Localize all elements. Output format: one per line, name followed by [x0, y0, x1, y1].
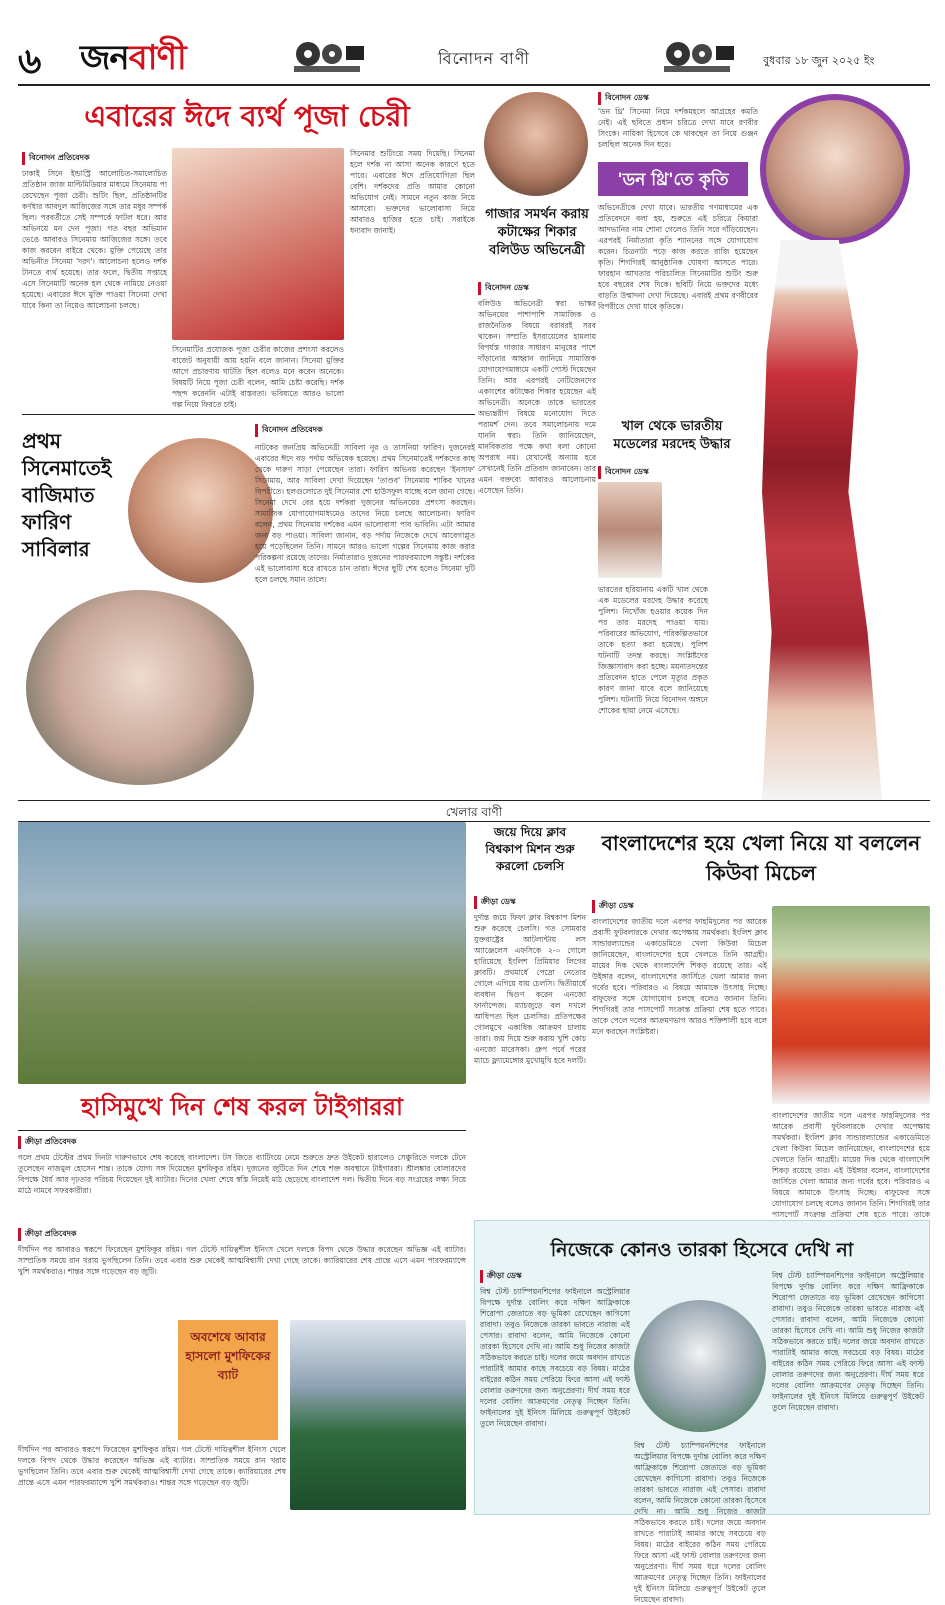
film-reel-icon	[288, 40, 366, 74]
story-byline: বিনোদন প্রতিবেদক	[255, 424, 323, 437]
story-headline: নিজেকে কোনও তারকা হিসেবে দেখি না	[550, 1239, 854, 1261]
story-body: বলিউড অভিনেত্রী স্বরা ভাস্কর অভিনয়ের পাশাপাশি সামাজিক ও রাজনৈতিক বিষয়ে বরাবরই সরব থাকেন। সম্প্রতি ইসরায়েলের হামলায় বিপর্যস্ত গাজার সাধারণ মানুষের পাশে দাঁড়ানোর আহ্বান জানিয়ে সামাজিক যোগাযোগমাধ্যমে একটি পোস্ট দিয়েছেন তিনি। আর এরপরই নেটিজেনদের একাংশের কটাক্ষের শিকার হয়েছেন এই অভিনেত্রী। অনেকে তাকে ভারতের অভ্যন্তরীণ বিষয়ে মনোযোগ দিতে পরামর্শ দেন। তবে সমালোচনায় দমে যাননি স্বরা। তিনি জানিয়েছেন, মানবিকতার পক্ষে কথা বলা কোনো অপরাধ নয়। যেখানেই অন্যায় হবে সেখানেই তিনি প্রতিবাদ জানাবেন। তার এমন বক্তব্যে আবারও আলোচনায় এসেছেন তিনি।	[478, 299, 596, 495]
actress-photo	[172, 148, 344, 340]
logo-part1: জন	[80, 38, 129, 78]
story-headline: অবশেষে আবার হাসলো মুশফিকের ব্যাট	[185, 1330, 271, 1382]
story-byline: বিনোদন প্রতিবেদক	[22, 152, 90, 165]
story-byline: ক্রীড়া প্রতিবেদক	[18, 1136, 77, 1149]
story-body: ঢাকাই সিনে ইন্ডাস্ট্রি আলোচিত-সমালোচিত প্রতিষ্ঠান জাজ মাল্টিমিডিয়ার মাধ্যমে সিনেমায় পা রেখেছেন পূজা চেরী। শুটিং ছিল, প্রতিষ্ঠানটির কর্ণধার আবদুল আজিজের সঙ্গে তার মধুর সম্পর্ক ছিল। পরবর্তীতে সেই সম্পর্কে ফাটল ধরে। আর অভিনয়ে মন দেন পূজা। গত বছর অভিমান ভেঙে আবারও সিনেমায় আজিজের সঙ্গে। তবে কাজ করবেন বাইরে থেকে। মুক্তি পেয়েছে তার অভিনীত সিনেমা 'দরদ'। আলোচনা হলেও দর্শক টানতে ব্যর্থ হয়েছে। তার ফলে, দ্বিতীয় সপ্তাহে এসে সিনেমাটি অনেক হল থেকে নামিয়ে নেওয়া হয়েছে। এবারের ঈদে মুক্তি পাওয়া সিনেমা দেখা যাবে কিনা তা নিয়েও আলোচনা চলছে।	[22, 169, 167, 310]
story-headline: হাসিমুখে দিন শেষ করল টাইগাররা	[81, 1093, 403, 1121]
masthead-divider	[18, 84, 930, 86]
section-title: বিনোদন বাণী	[438, 49, 530, 68]
cricketer-photo	[634, 1300, 766, 1432]
story-body: গলে প্রথম টেস্টের প্রথম দিনটা দারুণভাবে শেষ করেছে বাংলাদেশ। টস জিতে ব্যাটিংয়ে নেমে শুরুতে দ্রুত উইকেট হারালেও সেঞ্চুরিতে দলকে টেনে তুলেছেন নাজমুল হোসেন শান্ত। তাকে যোগ্য সঙ্গ দিয়েছেন মুশফিকুর রহিম। দুজনের জুটিতে দিন শেষে শক্ত অবস্থানে টাইগাররা। শ্রীলঙ্কার বোলারদের বিপক্ষে ধৈর্য আর দৃঢ়তার পরিচয় দিয়েছেন দুই ব্যাটার। দিনের খেলা শেষে স্বস্তি নিয়েই মাঠ ছেড়েছে বাংলাদেশ দল। দ্বিতীয় দিনে বড় সংগ্রহের লক্ষ্য নিয়ে মাঠে নামবে সফরকারীরা।	[18, 1153, 466, 1195]
date: বুধবার ১৮ জুন ২০২৫ ইং	[763, 54, 875, 67]
actress-photo	[484, 92, 588, 196]
story-body: সিনেমার শুটিংয়ে সময় দিয়েছি। সিনেমা হলে দর্শক না আসা অনেক কারণে হতে পারে। এবারের ঈদে প্রতিযোগিতা ছিল বেশি। দর্শকদের প্রতি আমার কোনো অভিযোগ নেই। সামনে নতুন কাজ নিয়ে আসবো। ভক্তদের ভালোবাসা নিয়ে আবারও হাজির হতে চাই। সবাইকে ধন্যবাদ জানাই।	[350, 149, 475, 235]
logo-part2: বাণী	[128, 38, 186, 78]
divider	[22, 414, 475, 415]
story-byline: ক্রীড়া ডেস্ক	[480, 1270, 522, 1283]
story-body: ভারতের হরিয়ানায় একটি খাল থেকে এক মডেলের মরদেহ উদ্ধার করেছে পুলিশ। নিখোঁজ হওয়ার কয়েক দিন পর তার মরদেহ পাওয়া যায়। পরিবারের অভিযোগ, পরিকল্পিতভাবে তাকে হত্যা করা হয়েছে। পুলিশ ঘটনাটি তদন্ত করছে। সংশ্লিষ্টদের জিজ্ঞাসাবাদ করা হচ্ছে। ময়নাতদন্তের প্রতিবেদন হাতে পেলে মৃত্যুর প্রকৃত কারণ জানা যাবে বলে জানিয়েছে পুলিশ। ঘটনাটি নিয়ে বিনোদন অঙ্গনে শোকের ছায়া নেমে এসেছে।	[598, 585, 708, 715]
story-body: বিশ্ব টেস্ট চ্যাম্পিয়নশিপের ফাইনালে অস্ট্রেলিয়ার বিপক্ষে দুর্দান্ত বোলিং করে দক্ষিণ আফ্রিকাকে শিরোপা জেতাতে বড় ভূমিকা রেখেছেন কাগিসো রাবাদা। তবুও নিজেকে তারকা ভাবতে নারাজ এই পেসার। রাবাদা বলেন, আমি নিজেকে কোনো তারকা হিসেবে দেখি না। আমি শুধু নিজের কাজটা সঠিকভাবে করতে চাই। দলের জয়ে অবদান রাখতে পারাটাই আমার কাছে সবচেয়ে বড় বিষয়। মাঠের বাইরের কঠিন সময় পেরিয়ে ফিরে আসা এই ফাস্ট বোলার তরুণদের জন্য অনুপ্রেরণা। দীর্ঘ সময় ধরে দলের বোলিং আক্রমণের নেতৃত্ব দিচ্ছেন তিনি। ফাইনালের দুই ইনিংস মিলিয়ে গুরুত্বপূর্ণ উইকেট তুলে নিয়েছেন রাবাদা।	[634, 1441, 766, 1604]
page-number: ৬	[18, 41, 42, 82]
logo	[80, 32, 186, 89]
story-body: নাটকের জনপ্রিয় অভিনেত্রী সাবিলা নূর ও তাসনিয়া ফারিণ। দুজনেরই এবারের ঈদে বড় পর্দায় অভিষেক হয়েছে। প্রথম সিনেমাতেই দর্শকদের কাছ থেকে দারুণ সাড়া পেয়েছেন তারা। ফারিণ অভিনয় করেছেন 'ইনসাফ' সিনেমায়, আর সাবিলা দেখা দিয়েছেন 'তাণ্ডব' সিনেমায় শাকিব খানের বিপরীতে। হলগুলোতে দুই সিনেমার শো হাউসফুল যাচ্ছে বলে জানা গেছে। সিনেমা দেখে বের হয়ে দর্শকরা দুজনের অভিনয়ের প্রশংসা করছেন। সামাজিক যোগাযোগমাধ্যমেও তাদের নিয়ে চলছে আলোচনা। ফারিণ বলেন, প্রথম সিনেমায় দর্শকের এমন ভালোবাসা পাব ভাবিনি। এটা আমার জন্য বড় পাওয়া। সাবিলা জানান, বড় পর্দায় নিজেকে দেখে আবেগাপ্লুত হয়ে পড়েছিলেন তিনি। সামনে আরও ভালো গল্পের সিনেমায় কাজ করার পরিকল্পনা রয়েছে তাদের। নির্মাতারাও দুজনের পারফরম্যান্সে সন্তুষ্ট। দর্শকের এই ভালোবাসা ধরে রাখতে চান তারা। ঈদের ছুটি শেষ হলেও সিনেমা দুটি হলে চলছে সমান তালে।	[255, 443, 475, 584]
story-body: বাংলাদেশের জাতীয় দলে এরপর ফাহমিদুলের পর আরেক প্রবাসী ফুটবলারকে দেখার অপেক্ষায় সমর্থকরা। ইংলিশ ক্লাব সান্ডারল্যান্ডের একাডেমিতে খেলা কিউবা মিচেল জানিয়েছেন, বাংলাদেশের হয়ে খেলতে তিনি আগ্রহী। মায়ের দিক থেকে বাংলাদেশি শিকড় রয়েছে তার। এই উইঙ্গার বলেন, বাংলাদেশের জার্সিতে খেলা আমার জন্য গর্বের হবে। পরিবারও এ বিষয়ে আমাকে উৎসাহ দিচ্ছে। বাফুফের সঙ্গে যোগাযোগ চলছে বলেও জানান তিনি। শিগগিরই তার পাসপোর্ট সংক্রান্ত প্রক্রিয়া শেষ হতে পারে। তাকে পেলে দলের আক্রমণভাগ আরও শক্তিশালী হবে বলে মনে করছেন সংশ্লিষ্টরা।	[592, 917, 767, 1036]
story-headline: প্রথম সিনেমাতেই বাজিমাত ফারিণ সাবিলার	[22, 429, 112, 561]
cricket-photo	[18, 822, 466, 1084]
story-headline: গাজার সমর্থন করায় কটাক্ষের শিকার বলিউড অভিনেত্রী	[485, 207, 589, 258]
masthead	[18, 30, 930, 82]
story-byline: ক্রীড়া ডেস্ক	[592, 900, 634, 913]
story-headline: জয়ে দিয়ে ক্লাব বিশ্বকাপ মিশন শুরু করলো চেলসি	[485, 825, 575, 873]
film-reel-icon	[658, 40, 736, 74]
story-byline: বিনোদন ডেস্ক	[598, 466, 649, 479]
story-headline: এবারের ঈদে ব্যর্থ পূজা চেরী	[84, 99, 410, 133]
section-title: খেলার বাণী	[445, 805, 503, 819]
divider	[18, 1130, 466, 1131]
story-byline: বিনোদন ডেস্ক	[598, 92, 649, 105]
model-photo	[598, 482, 662, 578]
story-byline: ক্রীড়া প্রতিবেদক	[18, 1228, 77, 1241]
footballer-photo	[772, 906, 930, 1104]
actress-photo	[128, 438, 273, 583]
story-body: 'ডন থ্রি' সিনেমা নিয়ে দর্শকমহলে আগ্রহের কমতি নেই। এই ছবিতে প্রধান চরিত্রে দেখা যাবে রণবীর সিংকে। নায়িকা হিসেবে কে থাকছেন তা নিয়ে গুঞ্জন চলছিল অনেক দিন ধরে।	[598, 107, 758, 149]
story-byline: ক্রীড়া ডেস্ক	[474, 896, 516, 909]
story-byline: বিনোদন ডেস্ক	[478, 282, 529, 295]
story-headline: খাল থেকে ভারতীয় মডেলের মরদেহ উদ্ধার	[613, 419, 731, 452]
story-headline: 'ডন থ্রি'তে কৃতি	[617, 170, 729, 190]
story-body: সিনেমাটির প্রযোজক পূজা চেরীর কাজের প্রশংসা করলেও বাজেট অনুযায়ী আয় হয়নি বলে জানান। সিনেমা মুক্তির আগে প্রচারণায় ঘাটতি ছিল বলেও মনে করেন অনেকে। বিষয়টি নিয়ে পূজা চেরী বলেন, আমি চেষ্টা করেছি। দর্শক পছন্দ করেননি এটাই বাস্তবতা। ভবিষ্যতে আরও ভালো গল্প নিয়ে ফিরতে চাই।	[172, 345, 344, 409]
actress-photo	[760, 94, 910, 244]
actress-photo	[26, 590, 254, 785]
cricketer-photo	[290, 1320, 466, 1510]
story-body: দীর্ঘদিন পর আবারও স্বরূপে ফিরেছেন মুশফিকুর রহিম। গল টেস্টে দায়িত্বশীল ইনিংস খেলে দলকে বিপদ থেকে উদ্ধার করেছেন অভিজ্ঞ এই ব্যাটার। সাম্প্রতিক সময়ে রান খরায় ভুগছিলেন তিনি। তবে এবার শুরু থেকেই আত্মবিশ্বাসী দেখা গেছে তাকে। ক্যারিয়ারের শেষ প্রান্তে এসে এমন পারফরম্যান্সে খুশি সমর্থকরাও। শান্তর সঙ্গে গড়েছেন বড় জুটি।	[18, 1245, 466, 1276]
story-body: অভিনেত্রীকে দেখা যাবে। ভারতীয় গণমাধ্যমের এক প্রতিবেদনে বলা হয়, শুরুতে এই চরিত্রে কিয়ারা আদভানির নাম শোনা গেলেও তিনি সরে দাঁড়িয়েছেন। এরপরই নির্মাতারা কৃতি শ্যাননের সঙ্গে যোগাযোগ করেন। চিত্রনাট্য পড়ে কাজ করতে রাজি হয়েছেন কৃতি। শিগগিরই আনুষ্ঠানিক ঘোষণা আসতে পারে। ফারহান আখতার পরিচালিত সিনেমাটির শুটিং শুরু হবে বছরের শেষ দিকে। ছবিটি নিয়ে ভক্তদের মধ্যে বাড়তি উন্মাদনা দেখা দিয়েছে। এবারই প্রথম রণবীরের বিপরীতে দেখা যাবে কৃতিকে।	[598, 203, 758, 311]
story-headline: বাংলাদেশের হয়ে খেলা নিয়ে যা বললেন কিউবা মিচেল	[601, 831, 921, 885]
story-body: বিশ্ব টেস্ট চ্যাম্পিয়নশিপের ফাইনালে অস্ট্রেলিয়ার বিপক্ষে দুর্দান্ত বোলিং করে দক্ষিণ আফ্রিকাকে শিরোপা জেতাতে বড় ভূমিকা রেখেছেন কাগিসো রাবাদা। তবুও নিজেকে তারকা ভাবতে নারাজ এই পেসার। রাবাদা বলেন, আমি নিজেকে কোনো তারকা হিসেবে দেখি না। আমি শুধু নিজের কাজটা সঠিকভাবে করতে চাই। দলের জয়ে অবদান রাখতে পারাটাই আমার কাছে সবচেয়ে বড় বিষয়। মাঠের বাইরের কঠিন সময় পেরিয়ে ফিরে আসা এই ফাস্ট বোলার তরুণদের জন্য অনুপ্রেরণা। দীর্ঘ সময় ধরে দলের বোলিং আক্রমণের নেতৃত্ব দিচ্ছেন তিনি। ফাইনালের দুই ইনিংস মিলিয়ে গুরুত্বপূর্ণ উইকেট তুলে নিয়েছেন রাবাদা।	[480, 1287, 630, 1428]
story-body: বিশ্ব টেস্ট চ্যাম্পিয়নশিপের ফাইনালে অস্ট্রেলিয়ার বিপক্ষে দুর্দান্ত বোলিং করে দক্ষিণ আফ্রিকাকে শিরোপা জেতাতে বড় ভূমিকা রেখেছেন কাগিসো রাবাদা। তবুও নিজেকে তারকা ভাবতে নারাজ এই পেসার। রাবাদা বলেন, আমি নিজেকে কোনো তারকা হিসেবে দেখি না। আমি শুধু নিজের কাজটা সঠিকভাবে করতে চাই। দলের জয়ে অবদান রাখতে পারাটাই আমার কাছে সবচেয়ে বড় বিষয়। মাঠের বাইরের কঠিন সময় পেরিয়ে ফিরে আসা এই ফাস্ট বোলার তরুণদের জন্য অনুপ্রেরণা। দীর্ঘ সময় ধরে দলের বোলিং আক্রমণের নেতৃত্ব দিচ্ছেন তিনি। ফাইনালের দুই ইনিংস মিলিয়ে গুরুত্বপূর্ণ উইকেট তুলে নিয়েছেন রাবাদা।	[772, 1271, 924, 1412]
story-body: দুর্দান্ত জয়ে ফিফা ক্লাব বিশ্বকাপ মিশন শুরু করেছে চেলসি। গত সোমবার যুক্তরাষ্ট্রের আটলান্টায় লস অ্যাঞ্জেলেস এফসিকে ২-০ গোলে হারিয়েছে ইংলিশ প্রিমিয়ার লিগের ক্লাবটি। প্রথমার্ধে পেদ্রো নেতোর গোলে এগিয়ে যায় চেলসি। দ্বিতীয়ার্ধে ব্যবধান দ্বিগুণ করেন এনজো ফার্নান্দেজ। ম্যাচজুড়ে বল দখলে আধিপত্য ছিল চেলসির। প্রতিপক্ষের গোলমুখে একাধিক আক্রমণ চালায় তারা। জয় দিয়ে শুরু করায় খুশি কোচ এনজো মারেসকা। গ্রুপ পর্বে পরের ম্যাচে ফ্ল্যামেঙ্গোর মুখোমুখি হবে দলটি।	[474, 913, 586, 1065]
story-body: বাংলাদেশের জাতীয় দলে এরপর ফাহমিদুলের পর আরেক প্রবাসী ফুটবলারকে দেখার অপেক্ষায় সমর্থকরা। ইংলিশ ক্লাব সান্ডারল্যান্ডের একাডেমিতে খেলা কিউবা মিচেল জানিয়েছেন, বাংলাদেশের হয়ে খেলতে তিনি আগ্রহী। মায়ের দিক থেকে বাংলাদেশি শিকড় রয়েছে তার। এই উইঙ্গার বলেন, বাংলাদেশের জার্সিতে খেলা আমার জন্য গর্বের হবে। পরিবারও এ বিষয়ে আমাকে উৎসাহ দিচ্ছে। বাফুফের সঙ্গে যোগাযোগ চলছে বলেও জানান তিনি। শিগগিরই তার পাসপোর্ট সংক্রান্ত প্রক্রিয়া শেষ হতে পারে। তাকে	[772, 1111, 930, 1219]
story-body: দীর্ঘদিন পর আবারও স্বরূপে ফিরেছেন মুশফিকুর রহিম। গল টেস্টে দায়িত্বশীল ইনিংস খেলে দলকে বিপদ থেকে উদ্ধার করেছেন অভিজ্ঞ এই ব্যাটার। সাম্প্রতিক সময়ে রান খরায় ভুগছিলেন তিনি। তবে এবার শুরু থেকেই আত্মবিশ্বাসী দেখা গেছে তাকে। ক্যারিয়ারের শেষ প্রান্তে এসে এমন পারফরম্যান্সে খুশি সমর্থকরাও। শান্তর সঙ্গে গড়েছেন বড় জুটি।	[18, 1445, 286, 1487]
